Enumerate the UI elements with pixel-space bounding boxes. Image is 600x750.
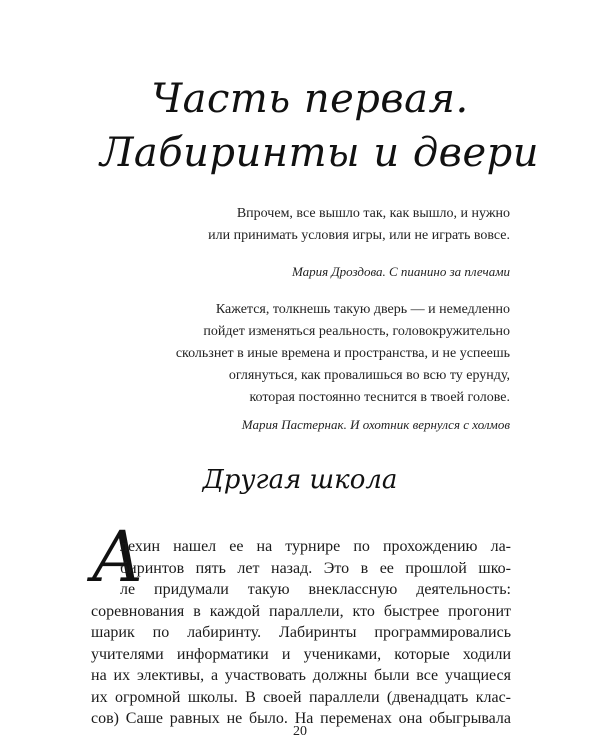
body-line: на их элективы, а участвовать должны были все учащиеся [91, 667, 511, 684]
body-line: шарик по лабиринту. Лабиринты программировались [91, 624, 511, 641]
epigraph-line: Впрочем, все вышло так, как вышло, и нужно [236, 206, 510, 221]
body-line: их огромной школы. В своей параллели (двенадцать клас- [91, 688, 511, 706]
body-line: ле придумали такую внеклассную деятельность: [120, 581, 511, 598]
body-line: сов) Саше равных не было. На переменах она обыгрывала [91, 710, 511, 727]
epigraph-line: оглянуться, как провалишься во всю ту ерунду, [228, 368, 510, 383]
body-text [91, 536, 511, 730]
drop-cap: А [91, 516, 145, 598]
part-title [100, 72, 539, 180]
body-line: биринтов пять лет назад. Это в ее прошлой шко- [120, 559, 511, 577]
epigraph-line: пойдет изменяться реальность, головокружительно [203, 324, 510, 339]
body-line: учителями информатики и учениками, которые ходили [91, 645, 511, 663]
epigraph-line: или принимать условия игры, или не играть вовсе. [208, 228, 510, 243]
part-title-line-1: Часть первая. [151, 76, 469, 122]
chapter-title: Другая школа [202, 465, 398, 495]
page-number: 20 [293, 724, 307, 739]
epigraph-1 [110, 203, 510, 247]
epigraph-2 [110, 299, 510, 409]
epigraph-2-author: Мария Пастернак. И охотник вернулся с холмов [241, 417, 510, 432]
body-line: лехин нашел ее на турнире по прохождению ла- [120, 538, 511, 555]
body-line: соревнования в каждой параллели, кто быстрее прогонит [91, 602, 511, 620]
epigraph-line: скользнет в иные времена и пространства, и не успеешь [175, 346, 510, 361]
part-title-line-2: Лабиринты и двери [100, 130, 539, 176]
epigraph-1-author: Мария Дроздова. С пианино за плечами [291, 264, 510, 279]
epigraph-line: Кажется, толкнешь такую дверь — и немедленно [215, 302, 510, 317]
epigraph-line: которая постоянно теснится в твоей голове. [249, 390, 510, 405]
